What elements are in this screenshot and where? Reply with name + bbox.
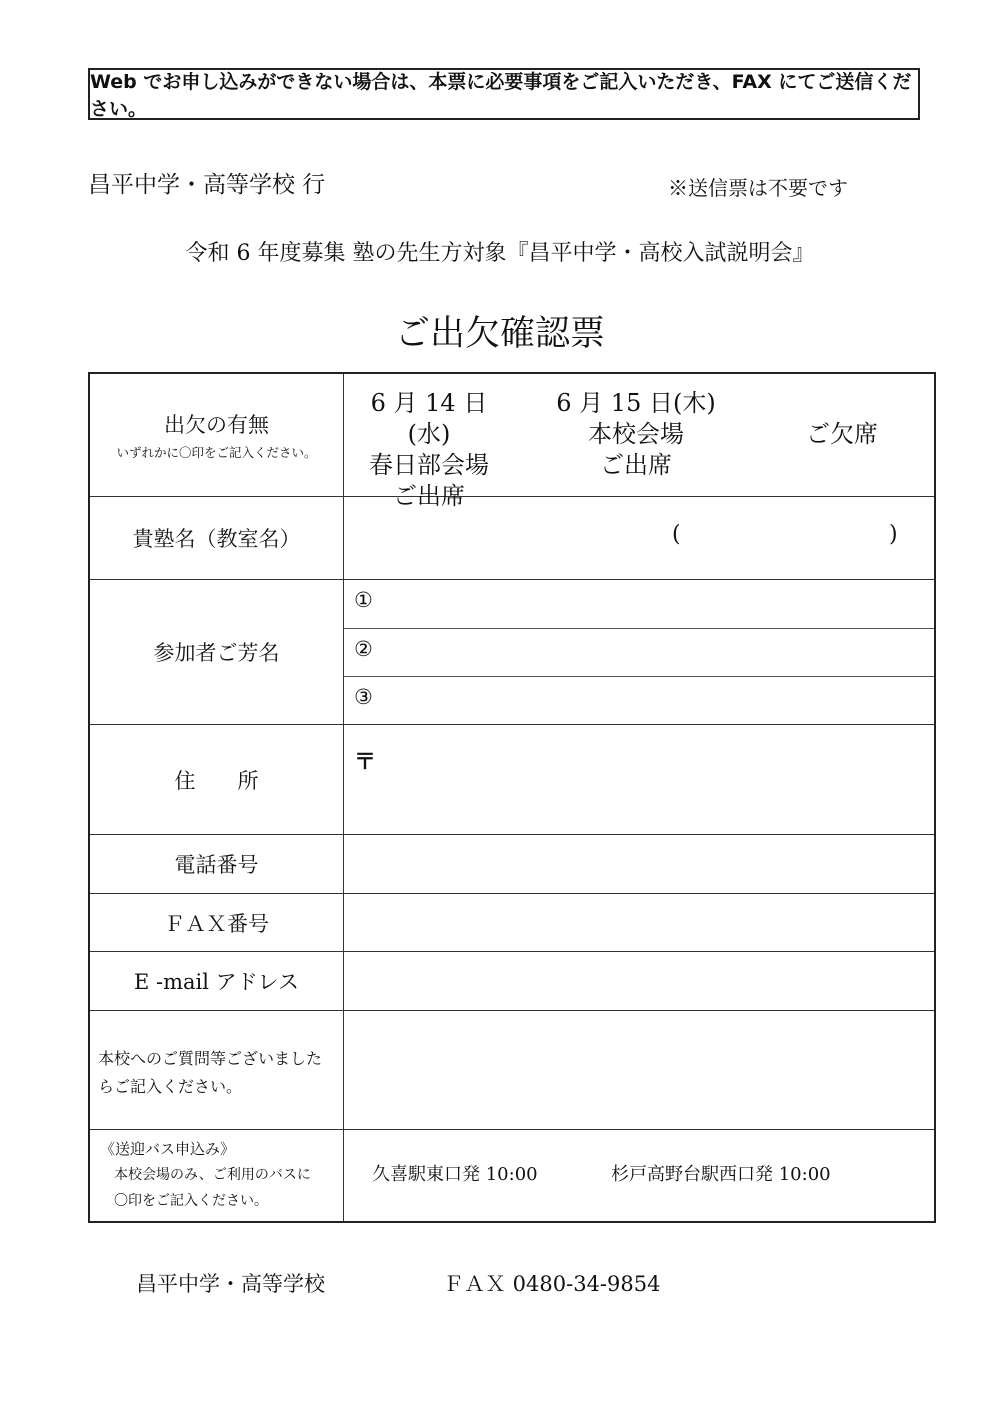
bus-label-instruction-2: 〇印をご記入ください。	[114, 1193, 268, 1209]
address-row	[90, 725, 934, 835]
footer-school: 昌平中学・高等学校	[136, 1272, 325, 1296]
email-label: E -mail アドレス	[133, 970, 299, 994]
phone-row	[90, 835, 934, 894]
web-notice-box	[88, 68, 920, 120]
option-absent[interactable]: ご欠席	[806, 420, 878, 448]
school-name-label: 貴塾名（教室名）	[132, 527, 301, 551]
bus-options	[344, 1130, 934, 1221]
option-main-campus[interactable]	[551, 388, 721, 481]
address-field[interactable]	[344, 725, 934, 834]
questions-row	[90, 1011, 934, 1130]
participant-field-2[interactable]	[344, 629, 934, 677]
option-main-campus-date: 6 月 15 日(木)	[556, 389, 716, 417]
participants-label-cell	[90, 580, 344, 724]
phone-field[interactable]	[344, 835, 934, 893]
option-main-campus-venue: 本校会場	[588, 420, 684, 448]
phone-label-cell	[90, 835, 344, 893]
fax-label-cell	[90, 894, 344, 951]
bus-label-instruction-1: 本校会場のみ、ご利用のバスに	[114, 1167, 311, 1183]
attendance-label-cell	[90, 374, 344, 496]
participant-number-3: ③	[354, 685, 373, 709]
bus-option-kuki[interactable]: 久喜駅東口発 10:00	[372, 1164, 538, 1185]
email-row	[90, 952, 934, 1011]
bus-row	[90, 1130, 934, 1221]
event-title: 令和 6 年度募集 塾の先生方対象『昌平中学・高校入試説明会』	[185, 241, 815, 266]
participant-field-3[interactable]	[344, 677, 934, 725]
no-cover-sheet-note: ※送信票は不要です	[668, 176, 848, 200]
participants-label: 参加者ご芳名	[153, 641, 280, 665]
addressee: 昌平中学・高等学校 行	[88, 172, 326, 198]
web-notice-text: Web でお申し込みができない場合は、本票に必要事項をご記入いただき、FAX にてご送信ください。	[90, 71, 912, 120]
participants-fields	[344, 580, 934, 724]
email-label-cell	[90, 952, 344, 1010]
option-main-campus-action: ご出席	[600, 451, 672, 479]
attendance-row	[90, 374, 934, 510]
email-field[interactable]	[344, 952, 934, 1010]
classroom-close-paren: )	[889, 522, 898, 547]
participant-number-1: ①	[354, 588, 373, 612]
questions-field[interactable]	[344, 1011, 934, 1129]
participants-row	[90, 580, 934, 725]
school-name-row	[90, 497, 934, 580]
attendance-label: 出欠の有無	[164, 413, 269, 437]
postal-mark: 〒	[354, 749, 377, 775]
option-kasukabe-venue: 春日部会場	[369, 451, 489, 479]
fax-row	[90, 894, 934, 952]
classroom-open-paren: (	[672, 522, 681, 547]
address-label: 住 所	[174, 768, 259, 793]
participant-number-2: ②	[354, 637, 373, 661]
footer-fax: ＦＡＸ 0480-34-9854	[443, 1272, 661, 1296]
attendance-options	[344, 374, 934, 510]
attendance-instruction: いずれかに〇印をご記入ください。	[116, 445, 317, 460]
school-name-label-cell	[90, 497, 344, 579]
bus-option-sugito[interactable]: 杉戸高野台駅西口発 10:00	[611, 1164, 831, 1185]
bus-label-cell	[90, 1130, 344, 1221]
fax-label: ＦＡＸ番号	[164, 911, 269, 936]
questions-label: 本校へのご質問等ございましたらご記入ください。	[90, 1011, 344, 1129]
form-title: ご出欠確認票	[394, 314, 605, 354]
phone-label: 電話番号	[174, 853, 259, 877]
bus-label-title: 《送迎バス申込み》	[100, 1140, 236, 1158]
fax-field[interactable]	[344, 894, 934, 951]
address-label-cell	[90, 725, 344, 834]
school-name-field[interactable]	[344, 497, 934, 579]
attendance-form	[88, 372, 936, 1223]
participant-field-1[interactable]	[344, 580, 934, 629]
option-kasukabe-date: 6 月 14 日(水)	[370, 389, 488, 448]
option-kasukabe[interactable]	[354, 388, 504, 512]
option-kasukabe-action: ご出席	[393, 482, 465, 510]
